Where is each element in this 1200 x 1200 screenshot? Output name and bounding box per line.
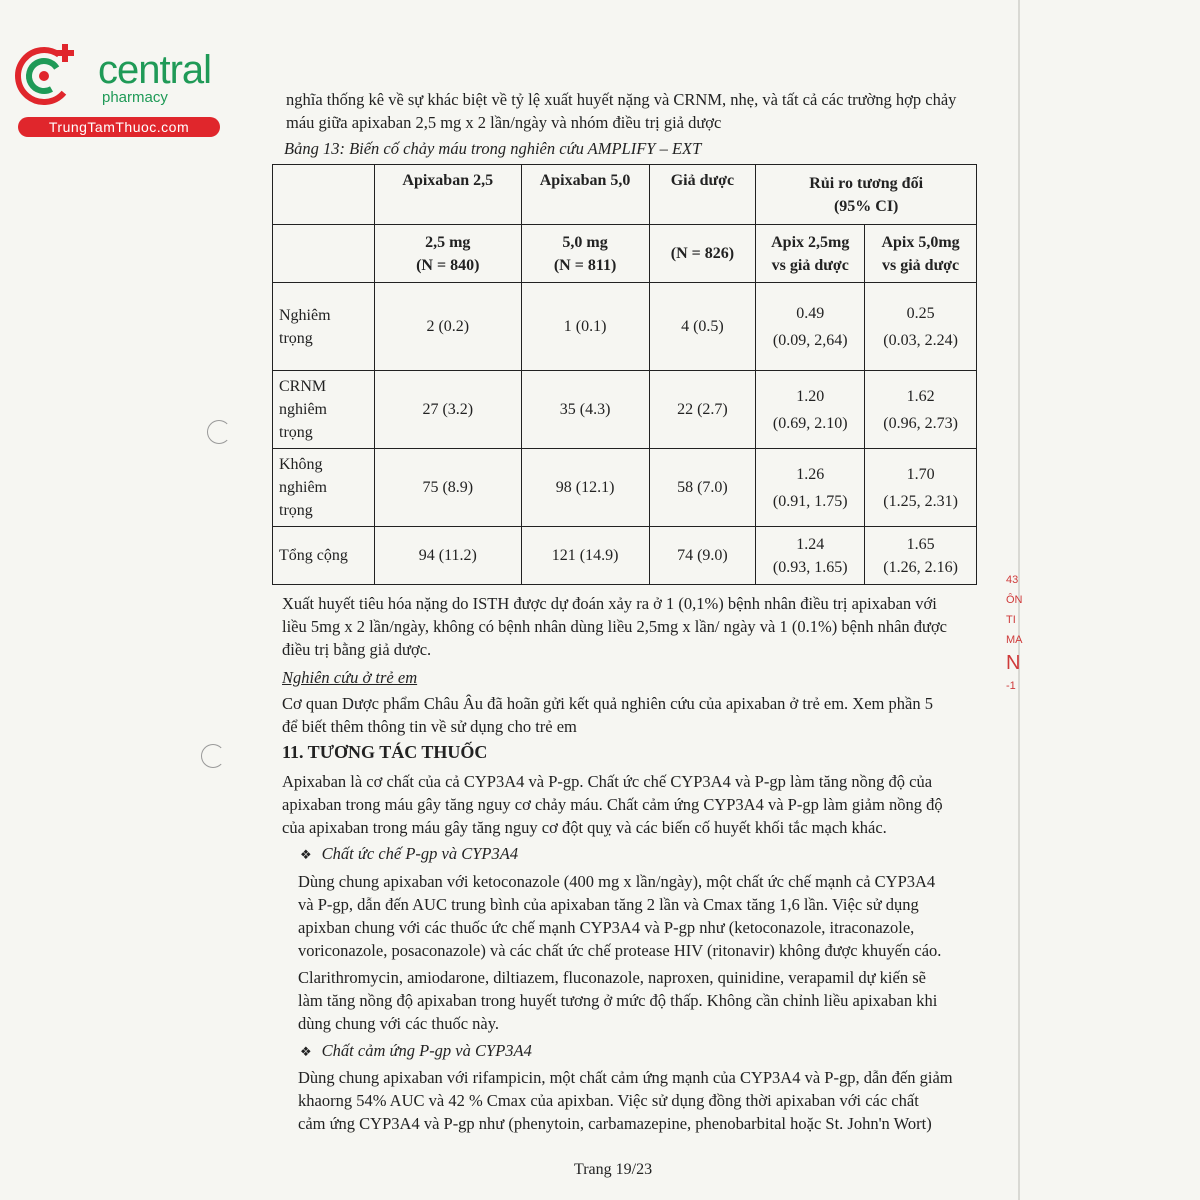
cell-apixaban-5-0: 1 (0.1) (521, 283, 649, 371)
rr-value: 0.49 (796, 304, 825, 322)
rr-ci: (0.69, 2.10) (772, 414, 848, 432)
cell-rr-2-5 (756, 449, 865, 527)
stamp-text: N (1006, 652, 1021, 674)
text-line: dùng chung với các thuốc này. (298, 1014, 500, 1033)
cell-apixaban-2-5: 75 (8.9) (374, 449, 521, 527)
text-line: Dùng chung apixaban với rifampicin, một chất cảm ứng mạnh của CYP3A4 và P-gp, dẫn đến giảm (298, 1068, 953, 1087)
cell-placebo: 74 (9.0) (649, 527, 756, 585)
cell-rr-5-0 (865, 449, 977, 527)
subheader-apix-2-5-vs-placebo (756, 225, 865, 283)
rr-value: 1.70 (906, 465, 935, 483)
bullet-inducers (300, 1039, 532, 1064)
punch-hole (201, 744, 225, 768)
header-apixaban-2-5: Apixaban 2,5 (374, 165, 521, 225)
text-line: liều 5mg x 2 lần/ngày, không có bệnh nhân dùng liều 2,5mg x lần/ ngày và 1 (0.1%) bệnh nhân được (282, 617, 948, 636)
row-label-line: Không (279, 456, 323, 473)
rr-ci: (0.03, 2.24) (883, 331, 958, 349)
row-label (273, 283, 375, 371)
text-line: Apixaban là cơ chất của cả CYP3A4 và P-gp. Chất ức chế CYP3A4 và P-gp làm tăng nồng độ của (282, 772, 933, 791)
table-row (273, 527, 977, 585)
intro-paragraph (286, 88, 976, 134)
comparison-label: Apix 5,0mg (881, 233, 960, 251)
n-label: (N = 840) (416, 256, 480, 274)
table-row (273, 283, 977, 371)
logo-mark-icon (10, 38, 90, 118)
text-line: và P-gp, dẫn đến AUC trung bình của apixaban tăng 2 lần và Cmax tăng 1,6 lần. Việc sử dụng (298, 895, 919, 914)
row-label-line: nghiêm (279, 401, 327, 418)
rr-value: 1.62 (906, 387, 935, 405)
rr-ci: (1.25, 2.31) (883, 492, 958, 510)
inhibitors-paragraph (298, 870, 962, 962)
row-label (273, 449, 375, 527)
header-empty-cell (273, 165, 375, 225)
logo-name: central (98, 48, 212, 92)
punch-hole (207, 420, 231, 444)
table-subheader-row (273, 225, 977, 283)
header-relative-risk-label: Rủi ro tương đối (809, 174, 924, 192)
text-line: của apixaban trong máu gây tăng nguy cơ đột quỵ và các biến cố huyết khối tắc mạch khác. (282, 818, 887, 837)
bullet-label: Chất cảm ứng P-gp và CYP3A4 (321, 1041, 532, 1060)
pediatric-heading: Nghiên cứu ở trẻ em (282, 668, 418, 687)
text-line: Dùng chung apixaban với ketoconazole (400 mg x lần/ngày), một chất ức chế mạnh cả CYP3A4 (298, 872, 936, 891)
logo-subtitle: pharmacy (102, 89, 168, 106)
comparison-label: vs giả dược (771, 256, 849, 274)
dose-label: 2,5 mg (425, 233, 471, 251)
row-label-line: trọng (279, 424, 313, 441)
cell-rr-2-5 (756, 371, 865, 449)
row-label-line: trọng (279, 502, 313, 519)
page-number: Trang 19/23 (574, 1161, 653, 1178)
header-placebo: Giả dược (649, 165, 756, 225)
row-label-line: Tổng cộng (279, 547, 348, 564)
rr-ci: (1.26, 2.16) (883, 558, 958, 576)
text-line: để biết thêm thông tin về sử dụng cho trẻ em (282, 717, 577, 736)
stamp-text: 43 (1006, 574, 1019, 586)
stamp-text: -1 (1006, 680, 1016, 692)
subheader-dose-2-5 (374, 225, 521, 283)
text-line: apixban chung với các thuốc ức chế mạnh CYP3A4 và P-gp như (ketoconazole, itraconazole, (298, 918, 915, 937)
header-ci-label: (95% CI) (833, 197, 899, 215)
row-label (273, 371, 375, 449)
rr-ci: (0.91, 1.75) (772, 492, 848, 510)
text-line: Xuất huyết tiêu hóa nặng do ISTH được dự đoán xảy ra ở 1 (0,1%) bệnh nhân điều trị apixaban với (282, 594, 937, 613)
interaction-paragraph (282, 770, 966, 839)
diamond-bullet-icon: ❖ (300, 848, 312, 863)
text-line: nghĩa thống kê về sự khác biệt về tỷ lệ xuất huyết nặng và CRNM, nhẹ, và tất cả các trường hợp chảy (286, 90, 957, 109)
inducers-paragraph (298, 1066, 962, 1135)
comparison-label: Apix 2,5mg (771, 233, 850, 251)
section-title: 11. TƯƠNG TÁC THUỐC (282, 742, 488, 762)
gi-bleeding-paragraph (282, 592, 966, 661)
rr-value: 1.26 (796, 465, 825, 483)
rr-value: 1.65 (906, 535, 935, 553)
text-line: apixaban trong máu gây tăng nguy cơ chảy máu. Chất cảm ứng CYP3A4 và P-gp làm giảm nồng độ (282, 795, 943, 814)
subheader-apix-5-0-vs-placebo (865, 225, 977, 283)
rr-ci: (0.96, 2.73) (883, 414, 958, 432)
header-apixaban-5-0: Apixaban 5,0 (521, 165, 649, 225)
table-header-row (273, 165, 977, 225)
bullet-inhibitors (300, 842, 518, 867)
cell-apixaban-2-5: 94 (11.2) (374, 527, 521, 585)
stamp-fragment (1006, 570, 1026, 720)
table-row (273, 371, 977, 449)
text-line: điều trị bằng giả dược. (282, 640, 432, 659)
subheader-empty-cell (273, 225, 375, 283)
rr-value: 0.25 (906, 304, 935, 322)
text-line: Cơ quan Dược phẩm Châu Âu đã hoãn gửi kết quả nghiên cứu của apixaban ở trẻ em. Xem phần 5 (282, 694, 933, 713)
cell-rr-5-0 (865, 283, 977, 371)
n-label: (N = 811) (553, 256, 617, 274)
stamp-text: ÔN (1006, 594, 1023, 606)
cell-rr-2-5 (756, 283, 865, 371)
subheader-dose-5-0 (521, 225, 649, 283)
cell-rr-2-5 (756, 527, 865, 585)
bullet-label: Chất ức chế P-gp và CYP3A4 (321, 844, 519, 863)
table-caption: Bảng 13: Biến cố chảy máu trong nghiên cứu AMPLIFY – EXT (284, 139, 702, 158)
cell-apixaban-2-5: 27 (3.2) (374, 371, 521, 449)
cell-placebo: 22 (2.7) (649, 371, 756, 449)
stamp-text: TI (1006, 614, 1016, 626)
cell-rr-5-0 (865, 371, 977, 449)
text-line: khaorng 54% AUC và 42 % Cmax của apixban. Việc sử dụng đồng thời apixaban với các chất (298, 1091, 919, 1110)
rr-value: 1.24 (796, 535, 825, 553)
comparison-label: vs giả dược (882, 256, 960, 274)
cell-apixaban-2-5: 2 (0.2) (374, 283, 521, 371)
row-label-line: trọng (279, 329, 313, 347)
cell-apixaban-5-0: 98 (12.1) (521, 449, 649, 527)
stamp-text: MA (1006, 634, 1023, 646)
pediatric-paragraph (282, 692, 966, 738)
rr-ci: (0.93, 1.65) (772, 558, 848, 576)
central-pharmacy-logo (10, 38, 220, 138)
subheader-placebo-n: (N = 826) (649, 225, 756, 283)
text-line: máu giữa apixaban 2,5 mg x 2 lần/ngày và nhóm điều trị giả dược (286, 113, 722, 132)
text-line: làm tăng nồng độ apixaban trong huyết tương ở mức độ thấp. Không cần chỉnh liều apixaban khi (298, 991, 938, 1010)
cell-rr-5-0 (865, 527, 977, 585)
moderate-inhibitors-paragraph (298, 966, 962, 1035)
bleeding-events-table (272, 164, 977, 585)
diamond-bullet-icon: ❖ (300, 1045, 312, 1060)
row-label-line: Nghiêm (279, 306, 331, 324)
cell-apixaban-5-0: 35 (4.3) (521, 371, 649, 449)
row-label-line: CRNM (279, 378, 327, 395)
table-row (273, 449, 977, 527)
text-line: Clarithromycin, amiodarone, diltiazem, fluconazole, naproxen, quinidine, verapamil dự kiến sẽ (298, 968, 926, 987)
logo-url: TrungTamThuoc.com (18, 117, 220, 137)
row-label-line: nghiêm (279, 479, 327, 496)
rr-ci: (0.09, 2,64) (772, 331, 848, 349)
text-line: voriconazole, posaconazole) và các chất ức chế protease HIV (ritonavir) không được khuyến cáo. (298, 941, 942, 960)
cell-placebo: 4 (0.5) (649, 283, 756, 371)
header-relative-risk (756, 165, 977, 225)
row-label (273, 527, 375, 585)
cell-placebo: 58 (7.0) (649, 449, 756, 527)
text-line: cảm ứng CYP3A4 và P-gp như (phenytoin, carbamazepine, phenobarbital hoặc St. John'n Wort) (298, 1114, 932, 1133)
cell-apixaban-5-0: 121 (14.9) (521, 527, 649, 585)
rr-value: 1.20 (796, 387, 825, 405)
dose-label: 5,0 mg (562, 233, 608, 251)
